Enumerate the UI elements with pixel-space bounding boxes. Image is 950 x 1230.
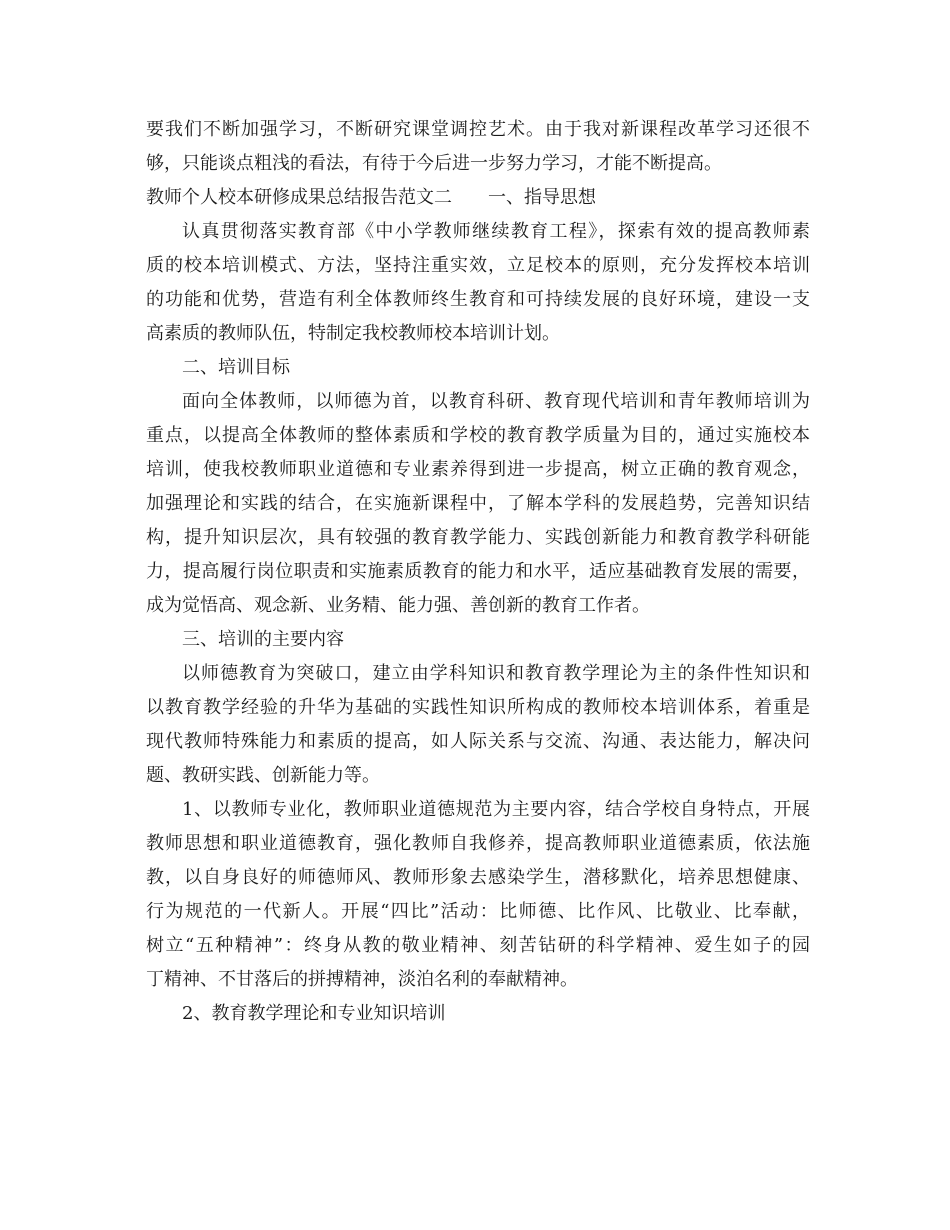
text-line: 1、以教师专业化，教师职业道德规范为主要内容，结合学校自身特点，开展 xyxy=(182,799,810,820)
text-line: 质的校本培训模式、方法，坚持注重实效，立足校本的原则，充分发挥校本培训 xyxy=(146,255,810,276)
document-body xyxy=(146,113,810,1031)
text-line: 现代教师特殊能力和素质的提高，如人际关系与交流、沟通、表达能力，解决问 xyxy=(146,731,810,752)
text-line: 题、教研实践、创新能力等。 xyxy=(146,765,380,786)
text-line: 三、培训的主要内容 xyxy=(182,629,344,650)
text-line: 教师思想和职业道德教育，强化教师自我修养，提高教师职业道德素质，依法施 xyxy=(146,833,810,854)
text-line: 教，以自身良好的师德师风、教师形象去感染学生，潜移默化，培养思想健康、 xyxy=(146,867,810,888)
text-line: 加强理论和实践的结合，在实施新课程中，了解本学科的发展趋势，完善知识结 xyxy=(146,493,810,514)
text-line: 构，提升知识层次，具有较强的教育教学能力、实践创新能力和教育教学科研能 xyxy=(146,527,810,548)
text-line: 树立“五种精神”：终身从教的敬业精神、刻苦钻研的科学精神、爱生如子的园 xyxy=(146,935,810,956)
text-line: 的功能和优势，营造有利全体教师终生教育和可持续发展的良好环境，建设一支 xyxy=(146,289,810,310)
text-line: 够，只能谈点粗浅的看法，有待于今后进一步努力学习，才能不断提高。 xyxy=(146,153,722,174)
text-line: 丁精神、不甘落后的拼搏精神，淡泊名利的奉献精神。 xyxy=(146,969,578,990)
text-line: 力，提高履行岗位职责和实施素质教育的能力和水平，适应基础教育发展的需要， xyxy=(146,561,810,582)
text-line: 重点，以提高全体教师的整体素质和学校的教育教学质量为目的，通过实施校本 xyxy=(146,425,810,446)
text-line: 以教育教学经验的升华为基础的实践性知识所构成的教师校本培训体系，着重是 xyxy=(146,697,810,718)
text-line: 面向全体教师，以师德为首，以教育科研、教育现代培训和青年教师培训为 xyxy=(182,391,810,412)
text-line: 教师个人校本研修成果总结报告范文二 一、指导思想 xyxy=(146,187,596,208)
text-line: 行为规范的一代新人。开展“四比”活动：比师德、比作风、比敬业、比奉献， xyxy=(146,901,810,922)
text-line: 培训，使我校教师职业道德和专业素养得到进一步提高，树立正确的教育观念， xyxy=(146,459,810,480)
text-line: 认真贯彻落实教育部《中小学教师继续教育工程》，探索有效的提高教师素 xyxy=(182,221,810,242)
text-line: 二、培训目标 xyxy=(182,357,290,378)
text-line: 2、教育教学理论和专业知识培训 xyxy=(182,1003,446,1024)
text-line: 要我们不断加强学习，不断研究课堂调控艺术。由于我对新课程改革学习还很不 xyxy=(146,119,810,140)
text-line: 高素质的教师队伍，特制定我校教师校本培训计划。 xyxy=(146,323,560,344)
text-line: 以师德教育为突破口，建立由学科知识和教育教学理论为主的条件性知识和 xyxy=(182,663,810,684)
text-line: 成为觉悟高、观念新、业务精、能力强、善创新的教育工作者。 xyxy=(146,595,650,616)
